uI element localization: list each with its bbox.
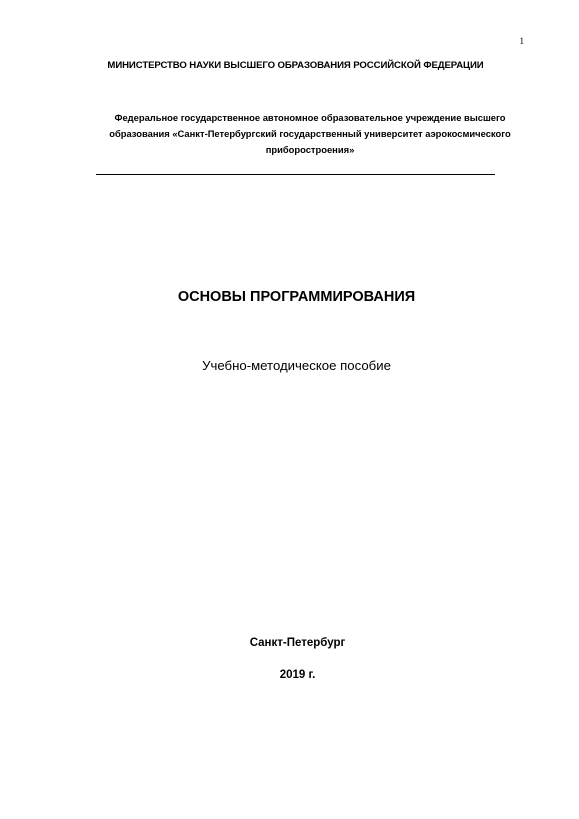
document-subtitle: Учебно-методическое пособие: [202, 358, 391, 373]
publication-city: Санкт-Петербург: [249, 637, 346, 649]
document-title: ОСНОВЫ ПРОГРАММИРОВАНИЯ: [177, 289, 416, 305]
ministry-heading: МИНИСТЕРСТВО НАУКИ ВЫСШЕГО ОБРАЗОВАНИЯ РОССИЙСКОЙ ФЕДЕРАЦИИ: [107, 60, 484, 71]
page-number: 1: [519, 36, 524, 46]
publication-year: 2019 г.: [279, 669, 316, 681]
institution-name: Федеральное государственное автономное образовательное учреждение высшего образования «Санкт-Петербургский государственный университет аэрокосмического приборостроения»: [109, 112, 511, 155]
horizontal-rule: [96, 174, 495, 175]
